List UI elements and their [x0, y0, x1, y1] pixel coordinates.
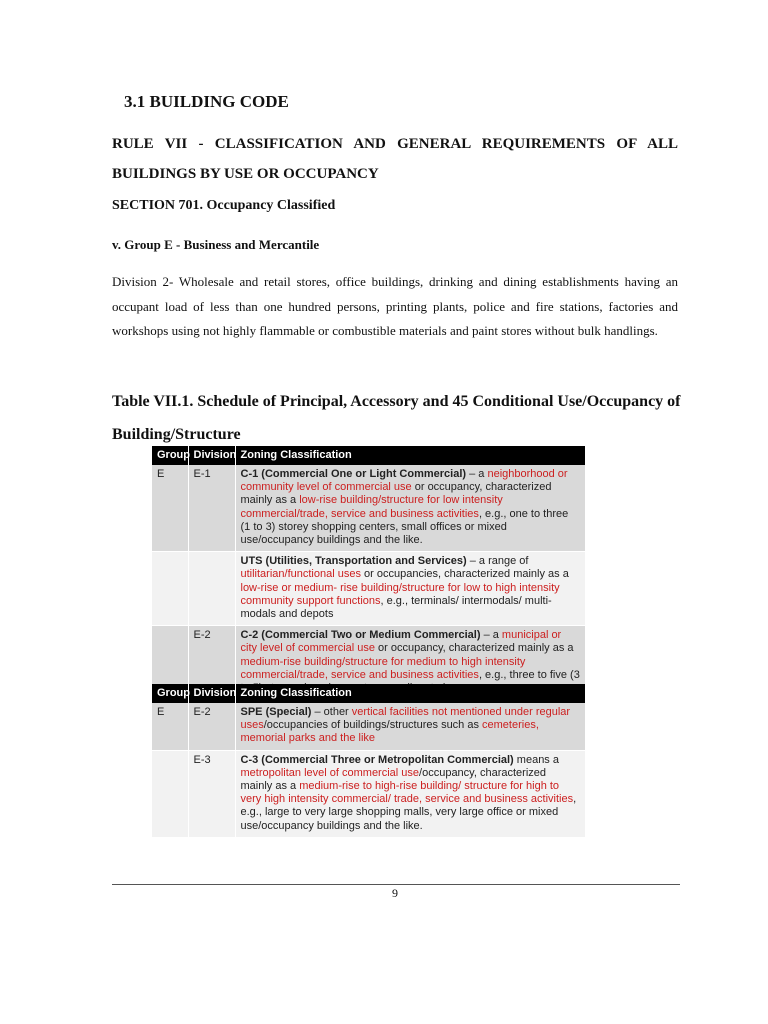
cell-group: E — [152, 703, 188, 750]
zoning-title: C-1 (Commercial One or Light Commercial) — [240, 468, 467, 480]
rule-title: RULE VII - CLASSIFICATION AND GENERAL REQUIREMENTS OF ALL BUILDINGS BY USE OR OCCUPANCY — [112, 136, 678, 182]
cell-group — [152, 552, 188, 626]
cell-group — [152, 750, 188, 837]
zoning-text: , e.g., terminals/ intermodals/ multi-modals and depots — [240, 594, 552, 621]
zoning-text: or occupancy, characterized mainly as a — [240, 481, 552, 507]
cell-division — [188, 552, 235, 626]
zoning-text: , e.g., three to five (3 — [478, 668, 580, 681]
zoning-title: C-2 (Commercial Two or Medium Commercial) — [240, 629, 481, 642]
header-group: Group — [152, 684, 188, 703]
cell-division: E-2 — [188, 626, 235, 684]
cell-zoning — [235, 552, 586, 626]
table-header-row — [152, 684, 586, 703]
zoning-title: UTS (Utilities, Transportation and Services) — [240, 555, 467, 568]
page-number: 9 — [392, 886, 398, 900]
zoning-text: /occupancy, characterized mainly as a — [240, 766, 547, 793]
table-row — [152, 465, 586, 552]
zoning-highlight: low-rise building/structure for low intensity commercial/trade, service and business activities — [240, 494, 503, 520]
cell-zoning — [235, 465, 586, 552]
zoning-highlight: low-rise or medium- rise building/structure for low to high intensity community support functions — [240, 581, 560, 607]
header-zoning: Zoning Classification — [235, 446, 586, 465]
table-row — [152, 552, 586, 626]
zoning-table-1 — [152, 446, 586, 684]
zoning-highlight: neighborhood or community level of commercial use — [240, 468, 568, 494]
zoning-text: – a range of — [466, 555, 529, 568]
zoning-text: /occupancies of buildings/structures such as — [263, 719, 483, 732]
zoning-text: – a — [466, 468, 488, 480]
zoning-title: SPE (Special) — [240, 706, 312, 718]
cell-group — [152, 626, 188, 684]
zoning-highlight: vertical facilities not mentioned under regular uses — [240, 706, 571, 732]
zoning-text: means a — [513, 753, 559, 766]
header-division: Division — [188, 684, 235, 703]
table-row — [152, 626, 586, 684]
zoning-title: C-3 (Commercial Three or Metropolitan Commercial) — [240, 753, 514, 766]
cell-zoning — [235, 750, 586, 837]
cell-division: E-1 — [188, 465, 235, 552]
group-title: v. Group E - Business and Mercantile — [112, 237, 320, 252]
cell-group: E — [152, 465, 188, 552]
table-part-one — [152, 446, 586, 684]
table-title: Table VII.1. Schedule of Principal, Accessory and 45 Conditional Use/Occupancy of Building/Structure — [112, 393, 681, 443]
division-paragraph: Division 2- Wholesale and retail stores, office buildings, drinking and dining establishments having an occupant load of less than one hundred persons, printing plants, police and fire stations, factories and workshops using not highly flammable or combustible materials and paint stores without bulk handlings. — [112, 274, 678, 339]
zoning-table-2 — [152, 684, 586, 838]
zoning-table-image — [152, 446, 586, 838]
section-title: SECTION 701. Occupancy Classified — [112, 198, 336, 213]
cell-zoning — [235, 703, 586, 750]
cell-division: E-2 — [188, 703, 235, 750]
cell-zoning — [235, 626, 586, 684]
zoning-highlight: municipal or city level of commercial use — [240, 629, 562, 655]
header-zoning: Zoning Classification — [235, 684, 586, 703]
zoning-highlight: cemeteries, memorial parks and the like — [240, 719, 539, 745]
zoning-text: – a — [480, 629, 502, 642]
page-title: 3.1 BUILDING CODE — [124, 92, 289, 111]
zoning-highlight: metropolitan level of commercial use — [240, 766, 420, 779]
table-header-row — [152, 446, 586, 465]
zoning-highlight: medium-rise building/structure for medium to high intensity commercial/trade, service and business activities — [240, 655, 526, 681]
zoning-text: , e.g., large to very large shopping malls, very large office or mixed use/occupancy buildings and the like. — [240, 793, 577, 832]
zoning-text: or occupancies, characterized mainly as a — [360, 568, 569, 581]
zoning-highlight: utilitarian/functional uses — [240, 568, 361, 581]
table-row — [152, 750, 586, 837]
header-division: Division — [188, 446, 235, 465]
zoning-highlight: medium-rise to high-rise building/ structure for high to very high intensity commercial/ trade, service and business activities — [240, 780, 574, 806]
header-group: Group — [152, 446, 188, 465]
zoning-text: – other — [311, 706, 352, 718]
cell-division: E-3 — [188, 750, 235, 837]
table-row — [152, 703, 586, 750]
zoning-text: or occupancy, characterized mainly as a — [375, 642, 574, 655]
footer-divider — [112, 884, 680, 885]
table-part-two — [152, 684, 586, 838]
zoning-text: , e.g., one to three (1 to 3) storey shopping centers, small offices or mixed use/occupancy buildings and the like. — [240, 507, 569, 547]
